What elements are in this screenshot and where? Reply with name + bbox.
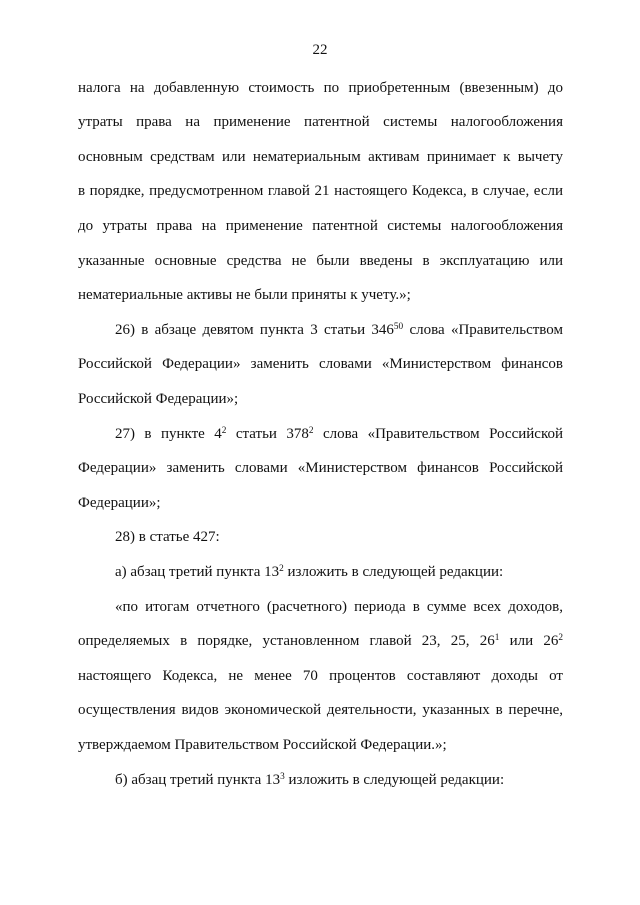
text-segment: или 26 (499, 633, 559, 650)
text-segment: статьи 378 (226, 425, 309, 442)
text-segment: а) абзац третий пункта 13 (115, 564, 280, 580)
text-line (78, 693, 563, 728)
superscript: 2 (221, 425, 227, 436)
text-segment: «по итогам отчетного (расчетного) периода в сумме всех доходов, (115, 598, 563, 615)
superscript: 2 (558, 633, 564, 644)
text-line (78, 140, 563, 175)
text-segment: утверждаемом Правительством Российской Федерации.»; (78, 736, 447, 753)
text-line (78, 555, 563, 590)
text-line (78, 71, 563, 106)
text-segment: основным средствам или нематериальным активам принимает к вычету (78, 148, 563, 165)
text-line (78, 417, 563, 452)
text-segment: в порядке, предусмотренном главой 21 настоящего Кодекса, в случае, если (78, 183, 563, 200)
text-line (78, 659, 563, 694)
text-segment: осуществления видов экономической деятельности, указанных в перечне, (78, 702, 563, 719)
text-line (78, 209, 563, 244)
document-body-text (78, 71, 563, 797)
superscript: 1 (494, 633, 500, 644)
text-segment: 28) в статье 427: (115, 529, 220, 546)
text-line (78, 763, 563, 798)
text-segment: слова «Правительством (403, 321, 563, 338)
text-line (78, 590, 563, 625)
text-line (78, 451, 563, 486)
superscript: 3 (280, 771, 285, 782)
text-line (78, 728, 563, 763)
superscript: 2 (279, 563, 284, 574)
text-segment: Федерации» заменить словами «Министерством финансов Российской (78, 460, 563, 477)
text-segment: б) абзац третий пункта 13 (115, 771, 281, 788)
text-line (78, 244, 563, 279)
text-segment: 26) в абзаце девятом пункта 3 статьи 346 (115, 321, 394, 338)
text-segment: изложить в следующей редакции: (284, 771, 505, 788)
text-segment: до утраты права на применение патентной системы налогообложения (78, 218, 563, 235)
text-segment: налога на добавленную стоимость по приобретенным (ввезенным) до (78, 79, 563, 96)
text-line (78, 105, 563, 140)
text-segment: указанные основные средства не были введены в эксплуатацию или (78, 252, 563, 269)
text-line (78, 313, 563, 348)
text-line (78, 347, 563, 382)
text-segment: изложить в следующей редакции: (283, 564, 504, 580)
page-number: 22 (312, 42, 328, 58)
text-line (78, 278, 563, 313)
text-line (78, 486, 563, 521)
superscript: 50 (393, 321, 404, 332)
text-segment: Федерации»; (78, 494, 161, 511)
text-segment: слова «Правительством Российской (313, 425, 563, 442)
text-segment: настоящего Кодекса, не менее 70 процентов составляют доходы от (78, 667, 563, 684)
text-line (78, 624, 563, 659)
text-line (78, 174, 563, 209)
text-segment: нематериальные активы не были приняты к учету.»; (78, 287, 411, 304)
text-segment: 27) в пункте 4 (115, 425, 222, 442)
text-line (78, 382, 563, 417)
text-segment: определяемых в порядке, установленном главой 23, 25, 26 (78, 633, 495, 650)
text-segment: утраты права на применение патентной системы налогообложения (78, 114, 563, 131)
superscript: 2 (308, 425, 314, 436)
text-segment: Российской Федерации»; (78, 391, 239, 408)
text-line (78, 520, 563, 555)
text-segment: Российской Федерации» заменить словами «Министерством финансов (78, 356, 563, 373)
